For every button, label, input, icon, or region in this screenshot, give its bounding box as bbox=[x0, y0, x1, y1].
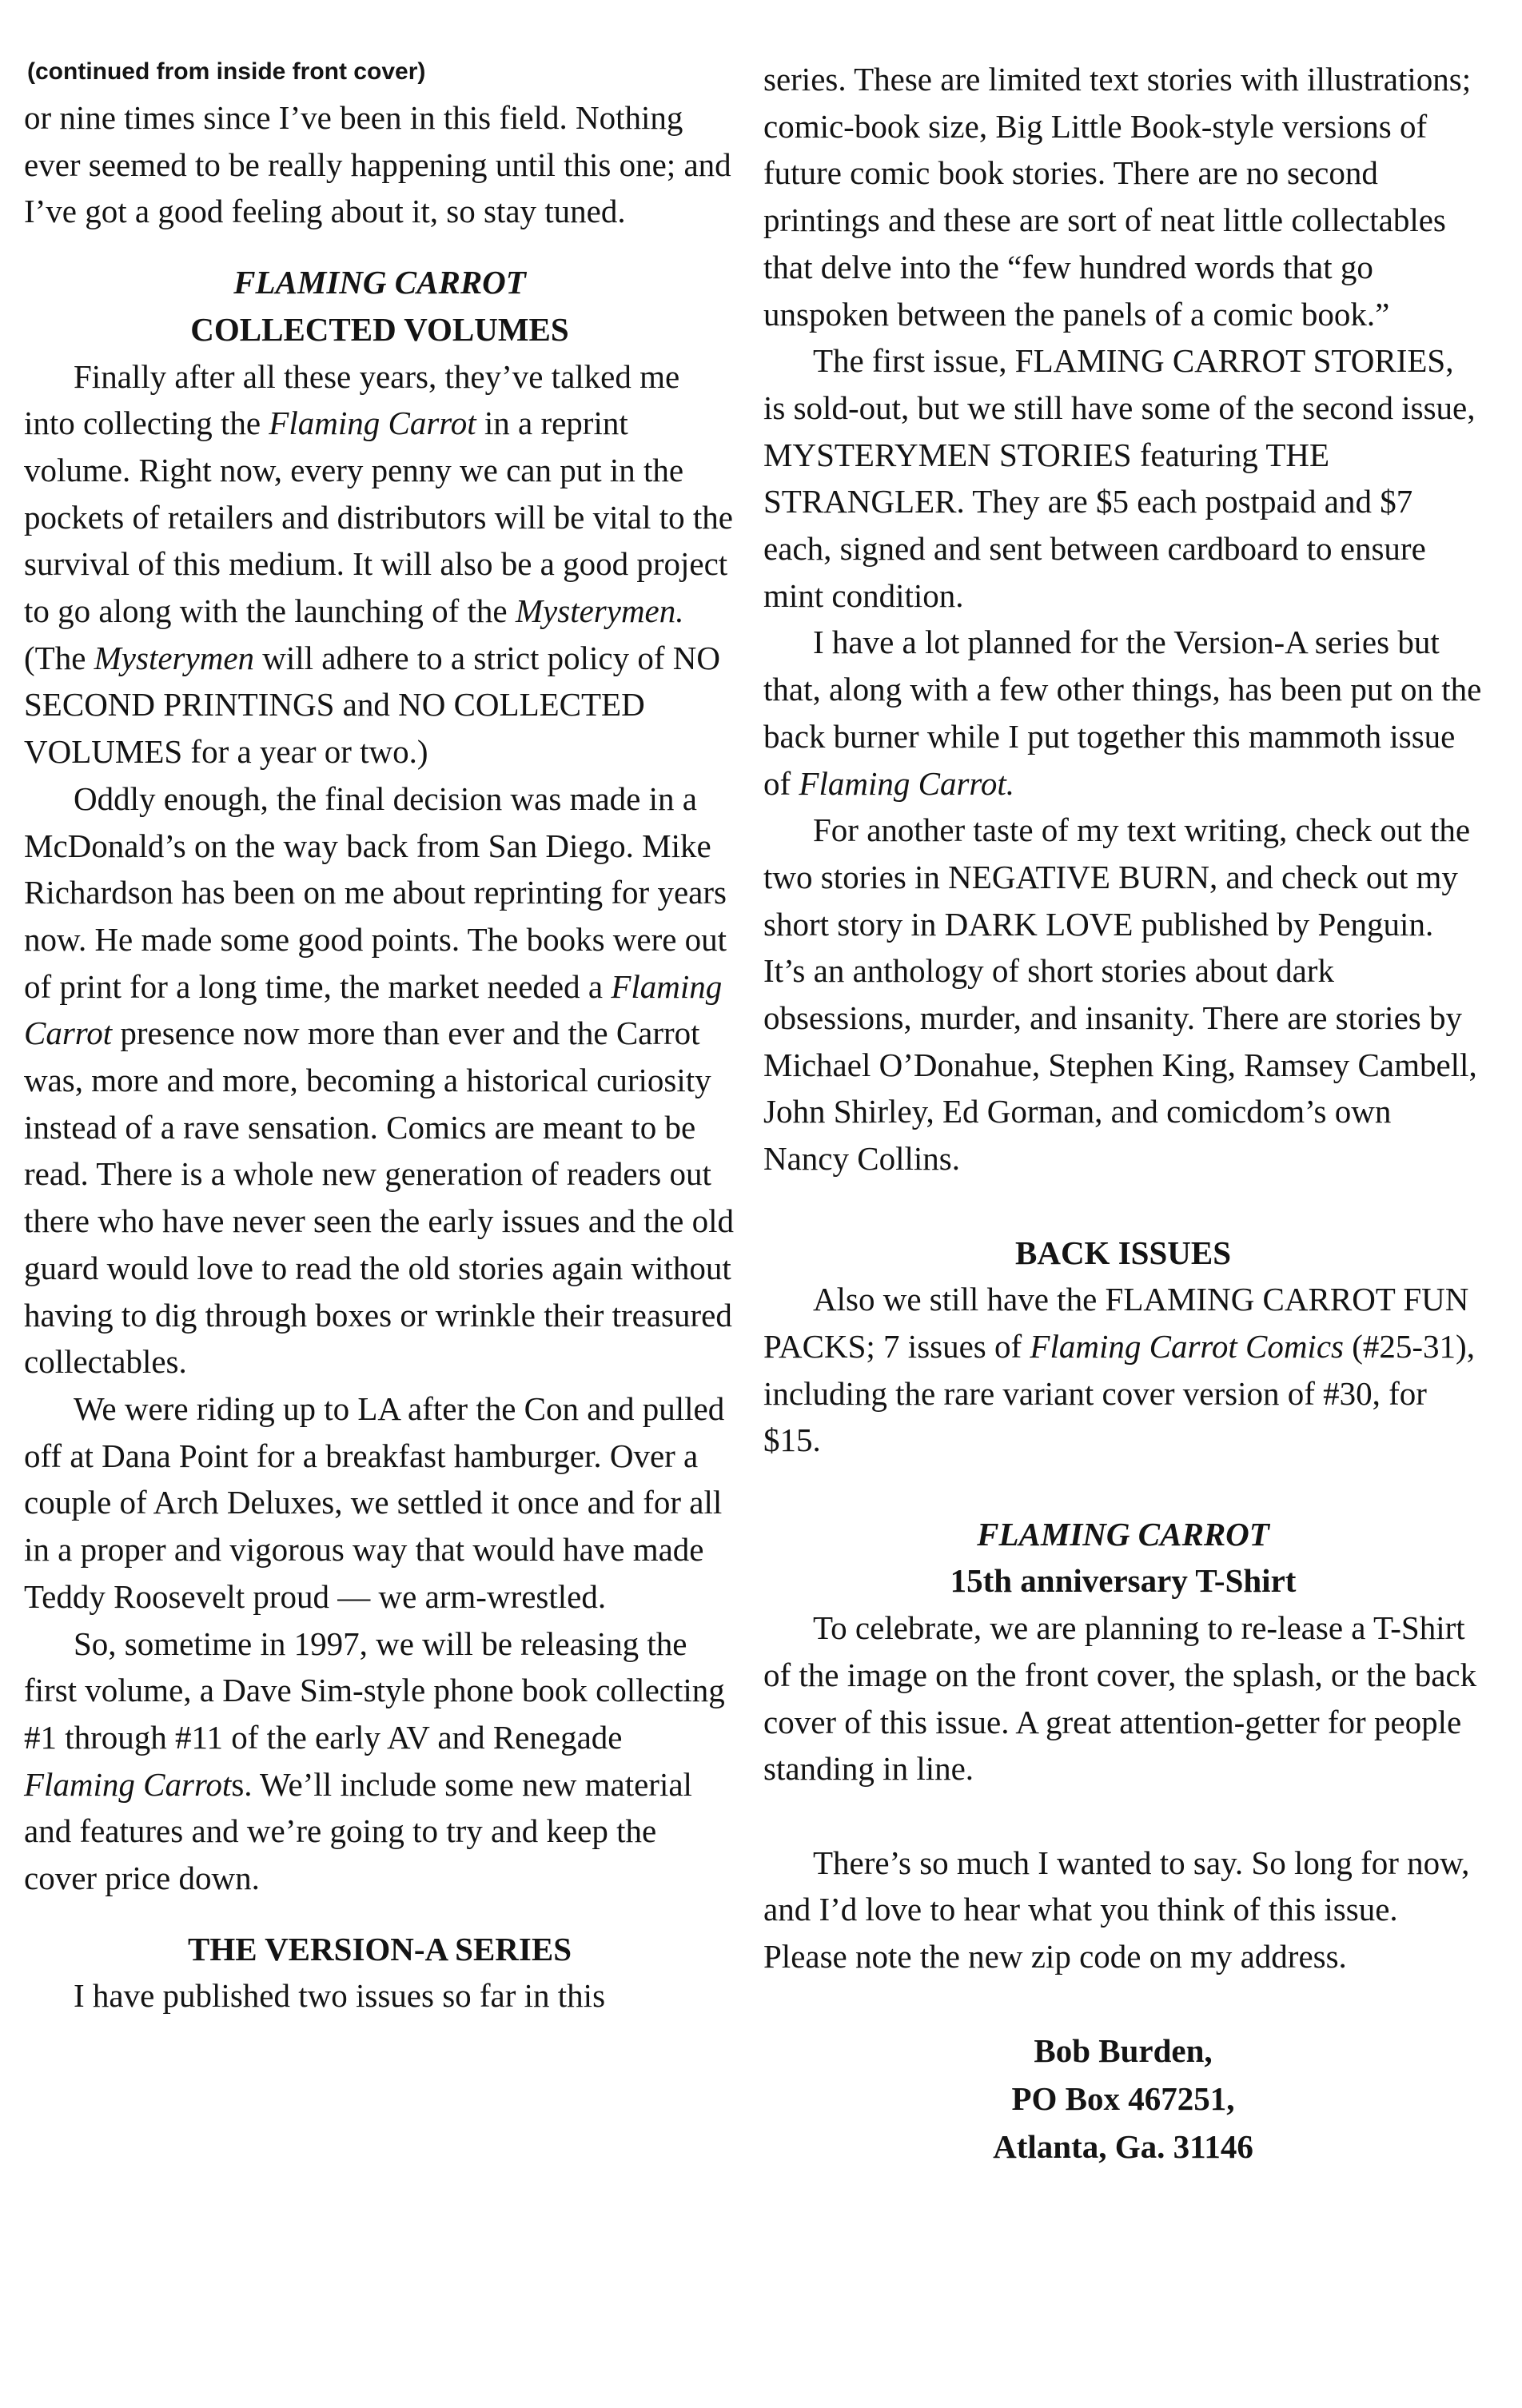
paragraph: So, sometime in 1997, we will be releasing the first volume, a Dave Sim-style phone book collecting #1 through #11 of the early AV and Renegade Flaming Carrots. We’ll include some new material and features and we’re going to try and keep the cover price down. bbox=[24, 1625, 725, 1897]
section-heading-title: FLAMING CARROT bbox=[977, 1515, 1269, 1553]
paragraph: I have a lot planned for the Version-A series but that, along with a few other things, has been put on the back burner while I put together this mammoth issue of Flaming Carrot. bbox=[763, 624, 1482, 802]
continued-note: (continued from inside front cover) bbox=[27, 58, 426, 85]
right-column bbox=[763, 56, 1483, 2171]
section-heading-collected-volumes: COLLECTED VOLUMES bbox=[190, 310, 569, 348]
paragraph: For another taste of my text writing, check out the two stories in NEGATIVE BURN, and check out my short story in DARK LOVE published by Penguin. It’s an anthology of short stories about dark obsessions, murder, and insanity. There are stories by Michael O’Donahue, Stephen King, Ramsey Cambell, John Shirley, Ed Gorman, and comicdom’s own Nancy Collins. bbox=[763, 811, 1477, 1178]
paragraph: There’s so much I wanted to say. So long for now, and I’d love to hear what you think of this issue. Please note the new zip code on my address. bbox=[763, 1844, 1470, 1975]
section-heading-tshirt: 15th anniversary T-Shirt bbox=[950, 1562, 1297, 1600]
paragraph: Oddly enough, the final decision was made in a McDonald’s on the way back from San Diego. Mike Richardson has been on me about reprinting for years now. He made some good points. The books were out of print for a long time, the market needed a Flaming Carrot presence now more than ever and the Carrot was, more and more, becoming a historical curiosity instead of a rave sensation. Comics are meant to be read. There is a whole new generation of readers out there who have never seen the early issues and the old guard would love to read the old stories again without having to dig through boxes or wrinkle their treasured collectables. bbox=[24, 779, 735, 1381]
section-heading-back-issues: BACK ISSUES bbox=[1014, 1234, 1232, 1271]
paragraph: I have published two issues so far in this bbox=[74, 1977, 606, 2015]
signature-name: Bob Burden, bbox=[1034, 2032, 1213, 2070]
paragraph: We were riding up to LA after the Con and pulled off at Dana Point for a breakfast hamburger. Over a couple of Arch Deluxes, we settled it once and for all in a proper and vigorous way that would have made Teddy Roosevelt proud — we arm-wrestled. bbox=[24, 1389, 725, 1615]
paragraph: series. These are limited text stories with illustrations; comic-book size, Big Little Book-style versions of future comic book stories. There are no second printings and these are sort of neat little collectables that delve into the “few hundred words that go unspoken between the panels of a comic book.” bbox=[763, 61, 1472, 333]
left-column bbox=[24, 56, 735, 2019]
paragraph: The first issue, FLAMING CARROT STORIES, is sold-out, but we still have some of the second issue, MYSTERYMEN STORIES featuring THE STRANGLER. They are $5 each postpaid and $7 each, signed and sent between cardboard to ensure mint condition. bbox=[763, 342, 1476, 614]
paragraph: To celebrate, we are planning to re-lease a T-Shirt of the image on the front cover, the splash, or the back cover of this issue. A great attention-getter for people standing in line. bbox=[763, 1609, 1477, 1788]
paragraph: Finally after all these years, they’ve talked me into collecting the Flaming Carrot in a reprint volume. Right now, every penny we can put in the pockets of retailers and distributors will be vital to the survival of this medium. It will also be a good project to go along with the launching of the Mysterymen. (The Mysterymen will adhere to a strict policy of NO SECOND PRINTINGS and NO COLLECTED VOLUMES for a year or two.) bbox=[24, 357, 733, 771]
signature-city: Atlanta, Ga. 31146 bbox=[993, 2128, 1253, 2166]
paragraph: or nine times since I’ve been in this field. Nothing ever seemed to be really happening until this one; and I’ve got a good feeling about it, so stay tuned. bbox=[24, 99, 731, 230]
paragraph: Also we still have the FLAMING CARROT FUN PACKS; 7 issues of Flaming Carrot Comics (#25-31), including the rare variant cover version of #30, for $15. bbox=[763, 1281, 1475, 1459]
section-heading-title: FLAMING CARROT bbox=[233, 264, 526, 301]
section-heading-version-a: THE VERSION-A SERIES bbox=[187, 1930, 572, 1967]
signature-po-box: PO Box 467251, bbox=[1011, 2080, 1235, 2118]
